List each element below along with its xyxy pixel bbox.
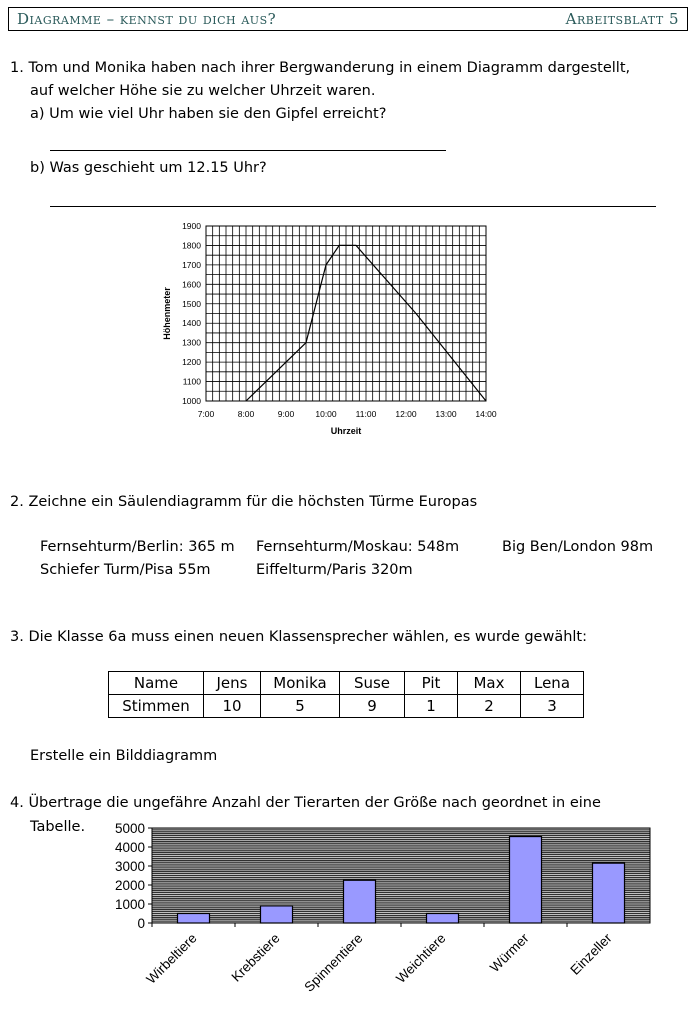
y-tick-label: 1100 (182, 376, 201, 387)
x-tick-label: Spinnentiere (301, 930, 366, 995)
x-tick-label: 10:00 (315, 409, 337, 419)
bar (261, 906, 293, 923)
task4-line1: 4. Übertrage die ungefähre Anzahl der Tierarten der Größe nach geordnet in eine (10, 795, 601, 811)
bar (593, 863, 625, 923)
y-tick-label: 0 (137, 916, 145, 931)
y-tick-label: 1000 (114, 897, 145, 912)
table-cell: 3 (521, 695, 584, 718)
task1-question-a: a) Um wie viel Uhr haben sie den Gipfel erreicht? (30, 106, 387, 122)
task1-line2: auf welcher Höhe sie zu welcher Uhrzeit waren. (30, 83, 376, 99)
task3-instruction: Erstelle ein Bilddiagramm (30, 748, 218, 764)
y-axis-title: Höhenmeter (162, 287, 172, 340)
y-tick-label: 1900 (182, 221, 201, 231)
table-cell: Suse (340, 672, 405, 695)
x-axis-title: Uhrzeit (330, 426, 362, 436)
table-cell: 9 (340, 695, 405, 718)
table-cell: Max (458, 672, 521, 695)
worksheet-number: Arbeitsblatt 5 (565, 10, 679, 28)
y-tick-label: 1400 (182, 318, 201, 329)
worksheet-title: Diagramme – kennst du dich aus? (17, 10, 277, 28)
table-cell: Jens (204, 672, 261, 695)
tower-item: Schiefer Turm/Pisa 55m (40, 562, 211, 578)
tower-item: Fernsehturm/Moskau: 548m (256, 539, 460, 555)
votes-table (108, 671, 584, 718)
y-tick-label: 1500 (182, 298, 201, 309)
species-bar-chart (100, 818, 670, 1014)
task1-line1: 1. Tom und Monika haben nach ihrer Bergwanderung in einem Diagramm dargestellt, (10, 60, 631, 76)
table-row (109, 695, 584, 718)
worksheet-header (8, 7, 688, 31)
table-cell: Monika (261, 672, 340, 695)
y-tick-label: 2000 (114, 878, 145, 893)
x-tick-label: 9:00 (277, 409, 295, 419)
y-tick-label: 1300 (182, 337, 201, 348)
table-cell: 2 (458, 695, 521, 718)
y-tick-label: 1800 (182, 240, 201, 251)
y-tick-label: 5000 (114, 821, 145, 836)
task4-line2: Tabelle. (30, 819, 86, 835)
bar (178, 914, 210, 924)
y-tick-label: 1200 (182, 357, 201, 368)
table-cell: 5 (261, 695, 340, 718)
x-tick-label: Einzeller (567, 930, 615, 978)
table-header-row (109, 672, 584, 695)
table-cell: Name (109, 672, 204, 695)
task1-question-b: b) Was geschieht um 12.15 Uhr? (30, 160, 267, 176)
x-tick-label: Krebstiere (228, 930, 283, 985)
table-cell: Pit (405, 672, 458, 695)
y-tick-label: 4000 (114, 840, 145, 855)
x-tick-label: 11:00 (355, 409, 377, 419)
tower-item: Eiffelturm/Paris 320m (256, 562, 413, 578)
x-tick-label: Wirbeltiere (143, 930, 200, 987)
altitude-line-chart (150, 214, 500, 444)
y-tick-label: 1600 (182, 279, 201, 290)
table-cell: Stimmen (109, 695, 204, 718)
task3-question: 3. Die Klasse 6a muss einen neuen Klassensprecher wählen, es wurde gewählt: (10, 629, 588, 645)
bar (427, 914, 459, 924)
y-tick-label: 3000 (114, 859, 145, 874)
x-tick-label: Weichtiere (393, 930, 449, 987)
x-tick-label: 13:00 (435, 409, 457, 419)
bar (344, 880, 376, 923)
bar (510, 837, 542, 923)
x-tick-label: 7:00 (197, 409, 215, 419)
y-tick-label: 1700 (182, 259, 201, 270)
tower-item: Fernsehturm/Berlin: 365 m (40, 539, 235, 555)
x-tick-label: 8:00 (237, 409, 255, 419)
table-cell: 1 (405, 695, 458, 718)
table-cell: 10 (204, 695, 261, 718)
answer-line-b[interactable] (50, 206, 656, 207)
tower-item: Big Ben/London 98m (502, 539, 654, 555)
table-cell: Lena (521, 672, 584, 695)
x-tick-label: 12:00 (395, 409, 417, 419)
task2-question: 2. Zeichne ein Säulendiagramm für die höchsten Türme Europas (10, 494, 478, 510)
x-tick-label: 14:00 (475, 409, 497, 419)
x-tick-label: Würmer (487, 930, 532, 976)
answer-line-a[interactable] (50, 150, 446, 151)
y-tick-label: 1000 (182, 396, 201, 406)
